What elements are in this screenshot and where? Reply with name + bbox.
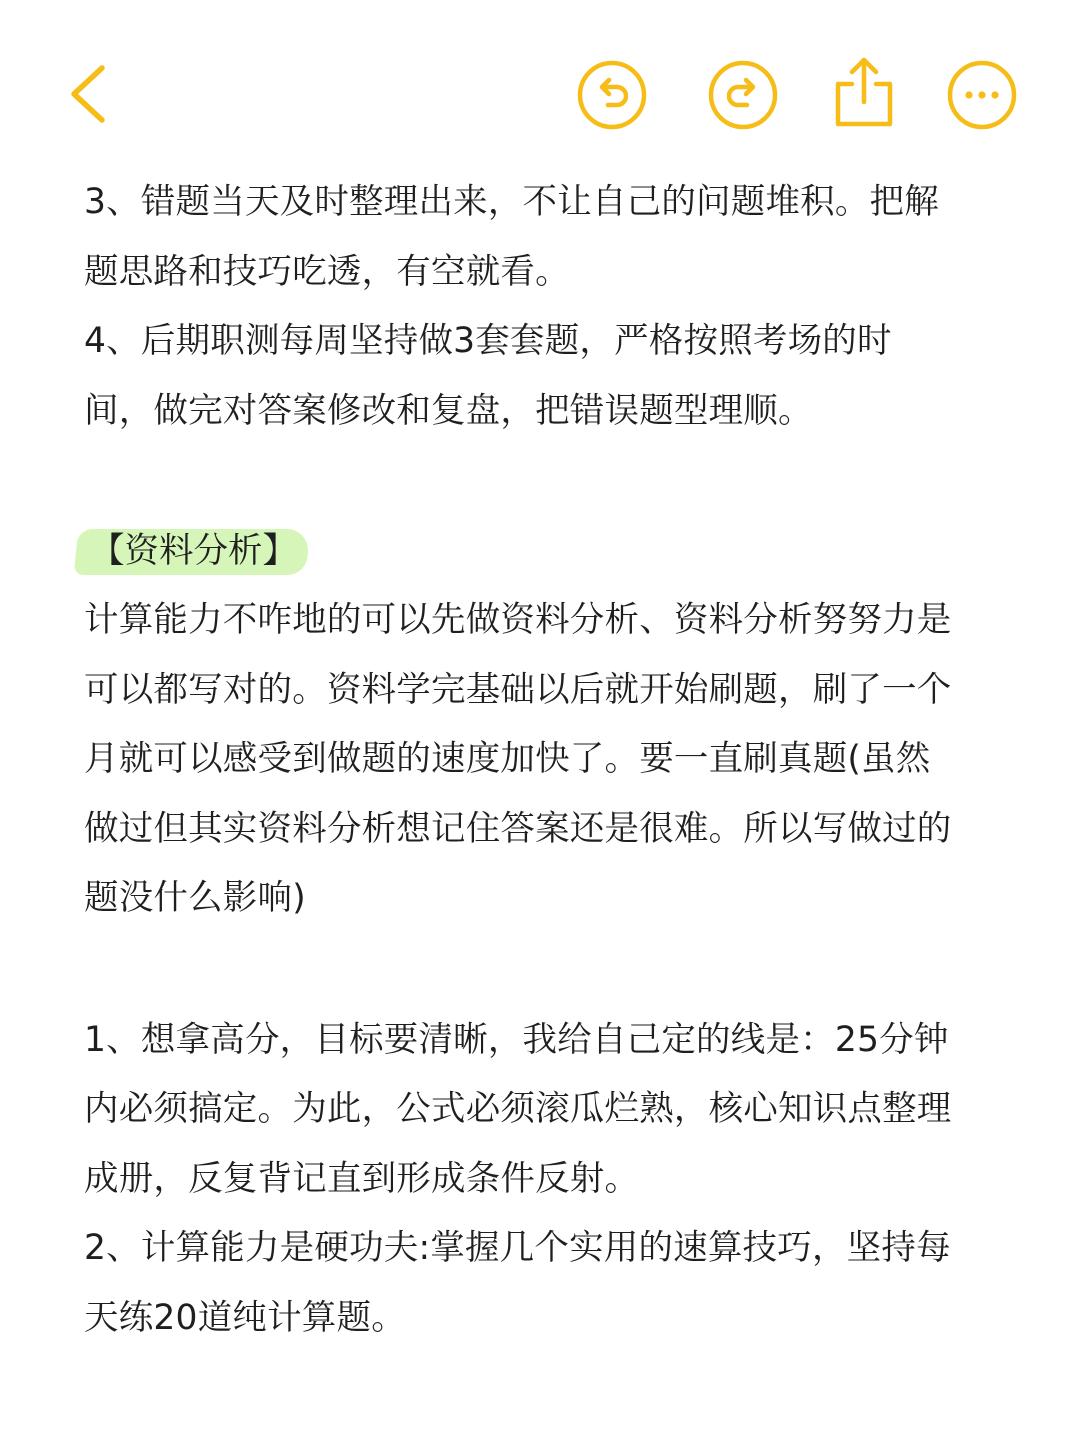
text-line: 题没什么影响) — [84, 878, 306, 918]
redo-icon — [705, 57, 781, 133]
redo-button[interactable] — [705, 57, 781, 133]
text-line: 1、想拿高分，目标要清晰，我给自己定的线是：25分钟 — [84, 1019, 949, 1060]
text-line: 3、错题当天及时整理出来，不让自己的问题堆积。把解 — [84, 182, 939, 222]
text-line: 成册，反复背记直到形成条件反射。 — [84, 1158, 640, 1199]
back-button[interactable] — [58, 56, 128, 132]
note-toolbar — [0, 0, 1080, 180]
text-line: 天练20道纯计算题。 — [84, 1297, 406, 1338]
blank-line — [84, 934, 1014, 1006]
undo-button[interactable] — [574, 57, 650, 133]
text-line: 4、后期职测每周坚持做3套套题，严格按照考场的时 — [84, 321, 892, 361]
text-line: 计算能力不咋地的可以先做资料分析、资料分析努努力是 — [84, 600, 952, 640]
text-line: 2、计算能力是硬功夫:掌握几个实用的速算技巧，坚持每 — [84, 1228, 951, 1268]
share-icon — [830, 52, 898, 132]
section-heading — [84, 516, 1014, 586]
text-line: 月就可以感受到做题的速度加快了。要一直刷真题(虽然 — [84, 739, 931, 779]
note-body[interactable] — [84, 168, 1014, 1353]
blank-line — [84, 446, 1014, 516]
heading-text: 【资料分析】 — [90, 531, 297, 571]
text-line: 内必须搞定。为此，公式必须滚瓜烂熟，核心知识点整理 — [84, 1089, 952, 1129]
text-line: 题思路和技巧吃透，有空就看。 — [84, 251, 570, 292]
text-line: 间，做完对答案修改和复盘，把错误题型理顺。 — [84, 390, 813, 431]
chevron-left-icon — [58, 56, 128, 132]
more-icon — [945, 58, 1019, 132]
undo-icon — [574, 57, 650, 133]
text-line: 可以都写对的。资料学完基础以后就开始刷题，刷了一个 — [84, 669, 952, 710]
text-line: 做过但其实资料分析想记住答案还是很难。所以写做过的 — [84, 808, 952, 849]
share-button[interactable] — [830, 52, 898, 132]
more-button[interactable] — [945, 58, 1019, 132]
